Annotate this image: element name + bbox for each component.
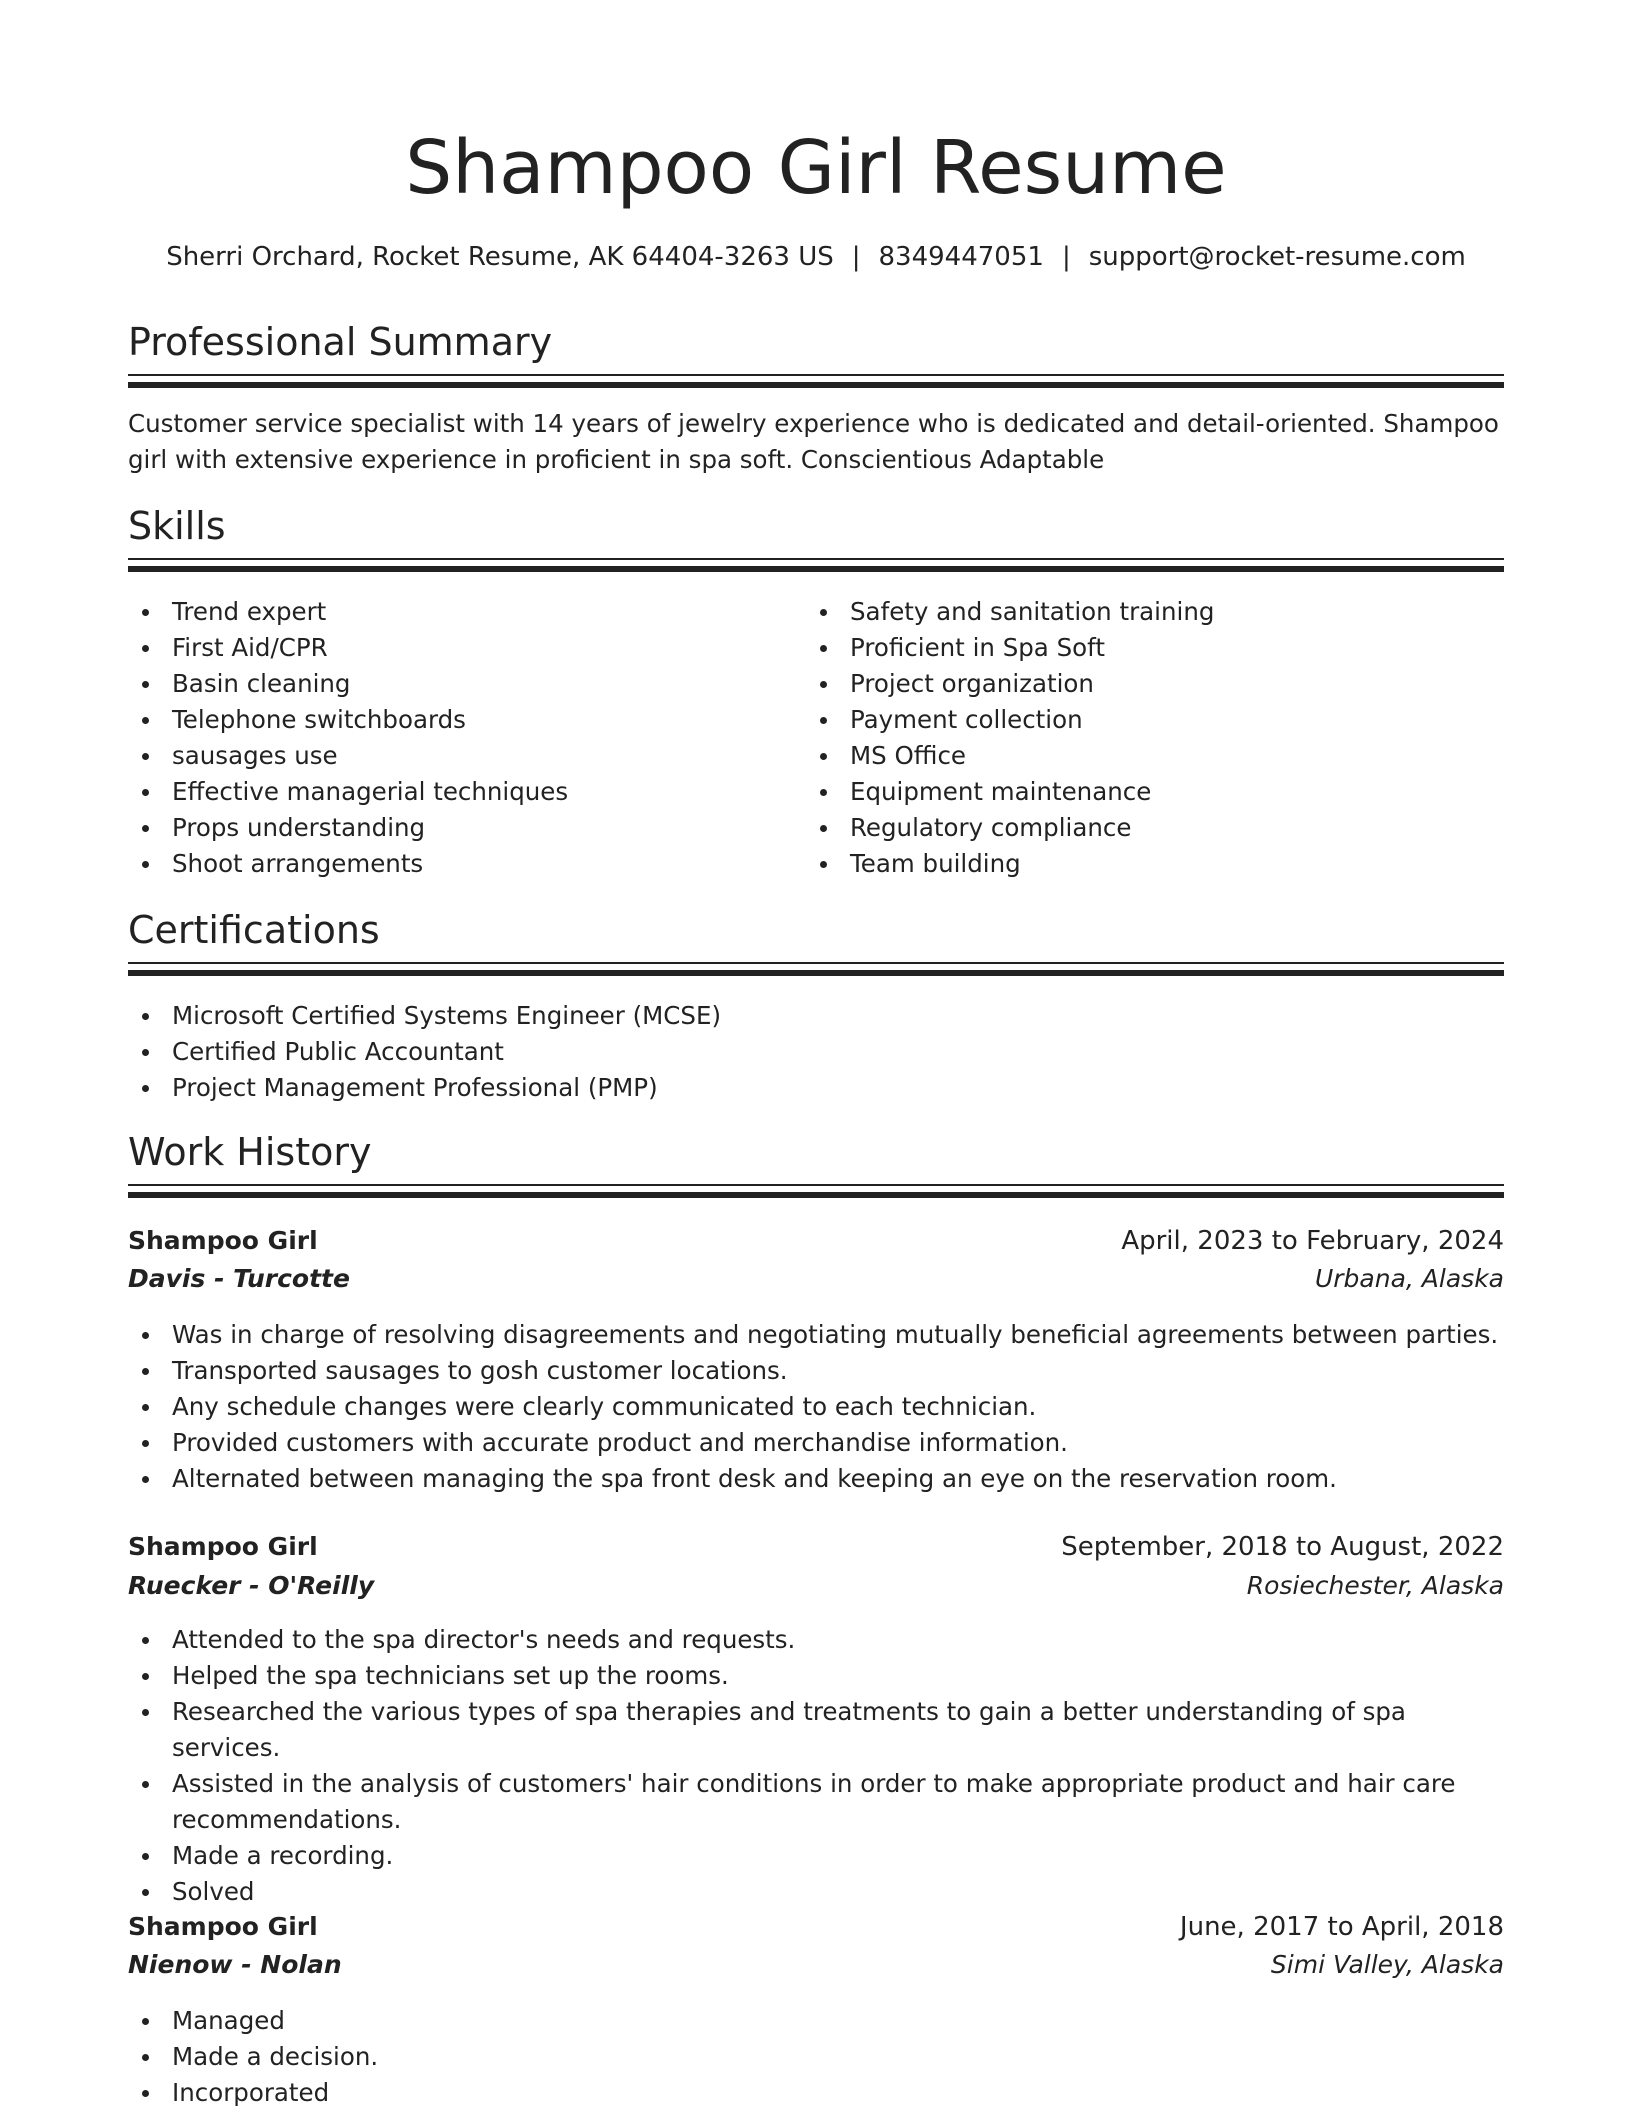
section-rule	[128, 566, 1504, 572]
job-location: Rosiechester, Alaska	[1246, 1571, 1504, 1600]
job-company-row	[128, 1946, 1504, 1984]
job-bullet: Alternated between managing the spa front desk and keeping an eye on the reservation room.	[128, 1461, 1504, 1497]
skill-item: Basin cleaning	[128, 666, 808, 702]
skill-item: Team building	[806, 846, 1486, 882]
job-bullet: Helped the spa technicians set up the rooms.	[128, 1658, 1504, 1694]
job-bullet: Made a recording.	[128, 1838, 1504, 1874]
page-title: Shampoo Girl Resume	[405, 125, 1227, 211]
job-bullet: Assisted in the analysis of customers' hair conditions in order to make appropriate product and hair care recommendations.	[128, 1766, 1504, 1838]
job-bullet: Incorporated	[128, 2075, 1504, 2111]
section-heading: Skills	[128, 504, 226, 548]
job-bullet: Transported sausages to gosh customer locations.	[128, 1353, 1504, 1389]
skill-item: Telephone switchboards	[128, 702, 808, 738]
skills-list-left	[128, 594, 808, 882]
job-company: Ruecker - O'Reilly	[128, 1571, 375, 1600]
skill-item: sausages use	[128, 738, 808, 774]
job-company-row	[128, 1260, 1504, 1298]
section-rule	[128, 962, 1504, 964]
skill-item: Effective managerial techniques	[128, 774, 808, 810]
job-bullet: Researched the various types of spa therapies and treatments to gain a better understanding of spa services.	[128, 1694, 1504, 1766]
skills-list-right	[806, 594, 1486, 882]
summary-text: Customer service specialist with 14 years of jewelry experience who is dedicated and detail-oriented. Shampoo girl with extensive experience in proficient in spa soft. Conscientious Adaptable	[128, 409, 1499, 474]
section-rule	[128, 558, 1504, 560]
job-company: Davis - Turcotte	[128, 1264, 350, 1293]
section-heading: Certifications	[128, 908, 380, 952]
job-dates: September, 2018 to August, 2022	[1061, 1532, 1504, 1562]
contact-email: support@rocket-resume.com	[1088, 242, 1466, 272]
job-bullet: Attended to the spa director's needs and requests.	[128, 1622, 1504, 1658]
contact-separator: |	[1061, 242, 1071, 272]
section-certifications-header	[128, 906, 1504, 976]
section-rule	[128, 970, 1504, 976]
skill-item: Shoot arrangements	[128, 846, 808, 882]
job-company: Nienow - Nolan	[128, 1950, 342, 1979]
skill-item: Equipment maintenance	[806, 774, 1486, 810]
section-work-header	[128, 1128, 1504, 1198]
section-heading: Work History	[128, 1130, 372, 1174]
skill-item: Regulatory compliance	[806, 810, 1486, 846]
job-bullet: Was in charge of resolving disagreements and negotiating mutually beneficial agreements between parties.	[128, 1317, 1504, 1353]
job-title: Shampoo Girl	[128, 1532, 318, 1561]
certification-item: Microsoft Certified Systems Engineer (MCSE)	[128, 998, 1504, 1034]
job-bullets	[128, 1317, 1504, 1497]
job-title: Shampoo Girl	[128, 1912, 318, 1941]
skill-item: Proficient in Spa Soft	[806, 630, 1486, 666]
contact-line	[0, 240, 1632, 274]
skill-item: MS Office	[806, 738, 1486, 774]
section-rule	[128, 1184, 1504, 1186]
job-company-row	[128, 1567, 1504, 1605]
skill-item: Trend expert	[128, 594, 808, 630]
job-bullet: Solved	[128, 1874, 1504, 1910]
section-heading: Professional Summary	[128, 320, 553, 364]
job-bullet: Any schedule changes were clearly communicated to each technician.	[128, 1389, 1504, 1425]
skill-item: Props understanding	[128, 810, 808, 846]
certification-item: Project Management Professional (PMP)	[128, 1070, 1504, 1106]
certifications-list	[128, 998, 1504, 1106]
section-rule	[128, 374, 1504, 376]
job-bullet: Provided customers with accurate product and merchandise information.	[128, 1425, 1504, 1461]
skill-item: Payment collection	[806, 702, 1486, 738]
job-bullet: Made a decision.	[128, 2039, 1504, 2075]
section-rule	[128, 1192, 1504, 1198]
job-location: Urbana, Alaska	[1314, 1264, 1504, 1293]
job-location: Simi Valley, Alaska	[1270, 1950, 1504, 1979]
contact-separator: |	[851, 242, 861, 272]
section-rule	[128, 382, 1504, 388]
job-header-row	[128, 1222, 1504, 1260]
job-header-row	[128, 1528, 1504, 1566]
certification-item: Certified Public Accountant	[128, 1034, 1504, 1070]
job-bullets	[128, 1622, 1504, 1910]
job-dates: April, 2023 to February, 2024	[1121, 1226, 1504, 1256]
job-header-row	[128, 1908, 1504, 1946]
skill-item: Project organization	[806, 666, 1486, 702]
contact-address: Sherri Orchard, Rocket Resume, AK 64404-3263 US	[166, 242, 834, 272]
section-summary-header	[128, 318, 1504, 388]
skill-item: First Aid/CPR	[128, 630, 808, 666]
job-dates: June, 2017 to April, 2018	[1179, 1912, 1504, 1942]
skill-item: Safety and sanitation training	[806, 594, 1486, 630]
contact-phone: 8349447051	[878, 242, 1044, 272]
job-bullet: Managed	[128, 2003, 1504, 2039]
section-skills-header	[128, 502, 1504, 572]
job-bullets	[128, 2003, 1504, 2111]
job-title: Shampoo Girl	[128, 1226, 318, 1255]
